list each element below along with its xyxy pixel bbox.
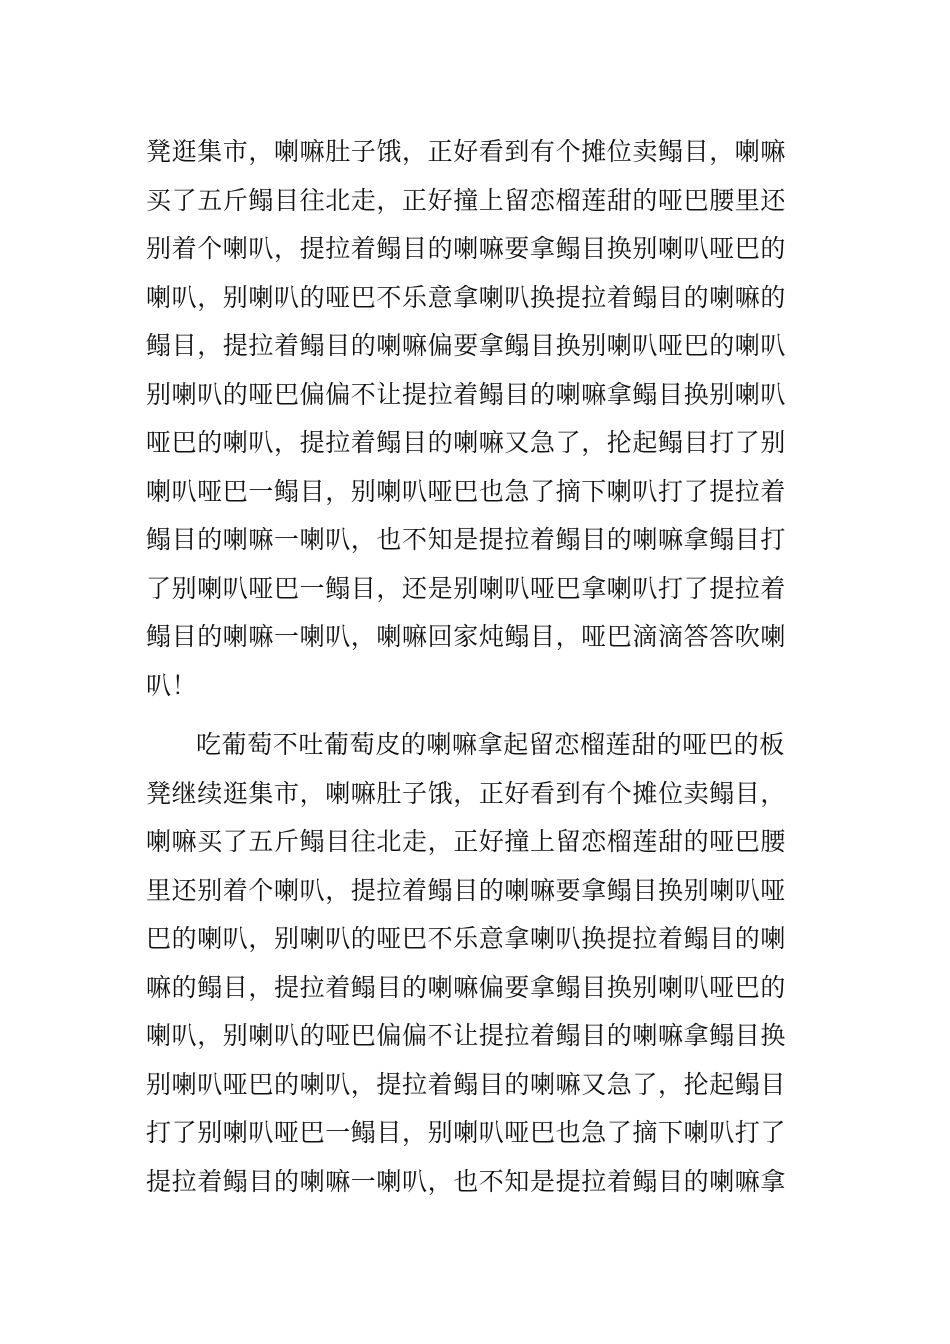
text-line: 里还别着个喇叭，提拉着鳎目的喇嘛要拿鳎目换别喇叭哑 (146, 875, 787, 905)
paragraph-1 (146, 128, 811, 710)
text-line: 凳继续逛集市，喇嘛肚子饿，正好看到有个摊位卖鳎目， (146, 778, 787, 808)
text-line: 鳎目的喇嘛一喇叭，也不知是提拉着鳎目的喇嘛拿鳎目打 (146, 525, 787, 554)
text-line: 别着个喇叭，提拉着鳎目的喇嘛要拿鳎目换别喇叭哑巴的 (146, 234, 787, 263)
text-line: 凳逛集市，喇嘛肚子饿，正好看到有个摊位卖鳎目，喇嘛 (146, 137, 787, 166)
text-line: 别喇叭的哑巴偏偏不让提拉着鳎目的喇嘛拿鳎目换别喇叭 (146, 379, 787, 409)
text-line: 喇嘛买了五斤鳎目往北走，正好撞上留恋榴莲甜的哑巴腰 (146, 827, 787, 856)
text-line: 别喇叭哑巴的喇叭，提拉着鳎目的喇嘛又急了，抡起鳎目 (146, 1069, 787, 1099)
paragraph-2 (146, 721, 811, 1206)
text-line: 哑巴的喇叭，提拉着鳎目的喇嘛又急了，抡起鳎目打了别 (146, 428, 787, 457)
text-line: 喇叭哑巴一鳎目，别喇叭哑巴也急了摘下喇叭打了提拉着 (146, 476, 787, 506)
text-line: 鳎目的喇嘛一喇叭，喇嘛回家炖鳎目，哑巴滴滴答答吹喇 (146, 622, 787, 651)
text-line: 鳎目，提拉着鳎目的喇嘛偏要拿鳎目换别喇叭哑巴的喇叭 (146, 331, 787, 360)
text-line: 喇叭，别喇叭的哑巴偏偏不让提拉着鳎目的喇嘛拿鳎目换 (146, 1021, 787, 1050)
text-line-indented: 吃葡萄不吐葡萄皮的喇嘛拿起留恋榴莲甜的哑巴的板 (196, 730, 785, 759)
text-line: 巴的喇叭，别喇叭的哑巴不乐意拿喇叭换提拉着鳎目的喇 (146, 924, 787, 953)
text-line: 喇叭，别喇叭的哑巴不乐意拿喇叭换提拉着鳎目的喇嘛的 (146, 282, 787, 312)
text-line: 嘛的鳎目，提拉着鳎目的喇嘛偏要拿鳎目换别喇叭哑巴的 (146, 972, 787, 1002)
text-line: 打了别喇叭哑巴一鳎目，别喇叭哑巴也急了摘下喇叭打了 (146, 1118, 787, 1147)
text-line: 提拉着鳎目的喇嘛一喇叭，也不知是提拉着鳎目的喇嘛拿 (146, 1166, 787, 1196)
text-line: 叭！ (146, 670, 198, 700)
text-line: 买了五斤鳎目往北走，正好撞上留恋榴莲甜的哑巴腰里还 (146, 185, 787, 215)
text-line: 了别喇叭哑巴一鳎目，还是别喇叭哑巴拿喇叭打了提拉着 (146, 573, 787, 603)
